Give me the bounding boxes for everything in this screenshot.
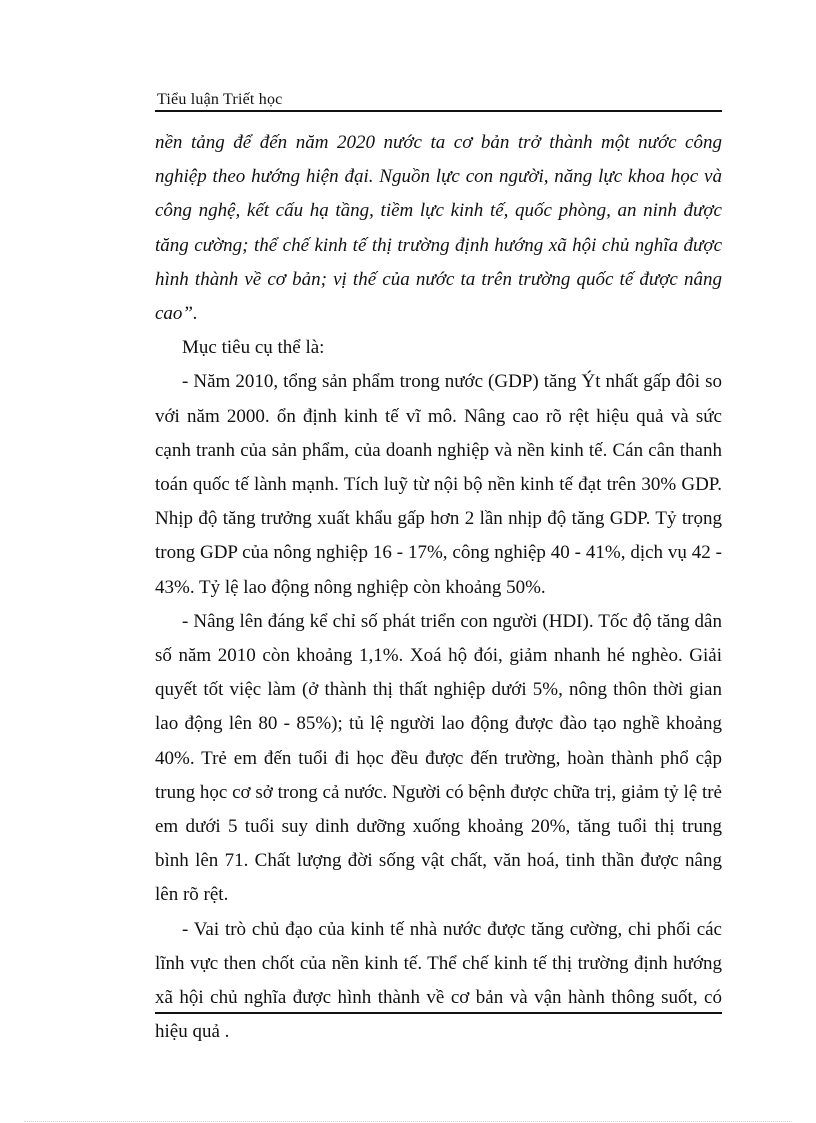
header-rule — [155, 110, 722, 112]
page-edge-dotted-line — [24, 1121, 792, 1122]
paragraph-economy: - Năm 2010, tổng sản phẩm trong nước (GDP) tăng Ýt nhất gấp đôi so với năm 2000. ổn định kinh tế vĩ mô. Nâng cao rõ rệt hiệu quả và sức cạnh tranh của sản phẩm, của doanh nghiệp và nền kinh tế. Cán cân thanh toán quốc tế lành mạnh. Tích luỹ từ nội bộ nền kinh tế đạt trên 30% GDP. Nhịp độ tăng trưởng xuất khẩu gấp hơn 2 lần nhịp độ tăng GDP. Tỷ trọng trong GDP của nông nghiệp 16 - 17%, công nghiệp 40 - 41%, dịch vụ 42 - 43%. Tỷ lệ lao động nông nghiệp còn khoảng 50%. — [155, 371, 722, 598]
footer-rule — [155, 1012, 722, 1014]
running-header-title: Tiểu luận Triết học — [157, 91, 283, 108]
paragraph-intro: Mục tiêu cụ thể là: — [182, 337, 325, 359]
paragraph-human-development: - Nâng lên đáng kể chỉ số phát triển con người (HDI). Tốc độ tăng dân số năm 2010 còn khoảng 1,1%. Xoá hộ đói, giảm nhanh hé nghèo. Giải quyết tốt việc làm (ở thành thị thất nghiệp dưới 5%, nông thôn thời gian lao động lên 80 - 85%); tủ lệ người lao động được đào tạo nghề khoảng 40%. Trẻ em đến tuổi đi học đều được đến trường, hoàn thành phổ cập trung học cơ sở trong cả nước. Người có bệnh được chữa trị, giảm tỷ lệ trẻ em dưới 5 tuổi suy dinh dưỡng xuống khoảng 20%, tăng tuổi thị trung bình lên 71. Chất lượng đời sống vật chất, văn hoá, tinh thần được nâng lên rõ rệt. — [155, 610, 722, 906]
body-text — [155, 126, 722, 1049]
paragraph-state-economy: - Vai trò chủ đạo của kinh tế nhà nước được tăng cường, chi phối các lĩnh vực then chốt của nền kinh tế. Thể chế kinh tế thị trường định hướng xã hội chủ nghĩa được hình thành về cơ bản và vận hành thông suốt, có hiệu quả . — [155, 918, 722, 1043]
quote-paragraph: nền tảng để đến năm 2020 nước ta cơ bản trở thành một nước công nghiệp theo hướng hiện đại. Nguồn lực con người, năng lực khoa học và công nghệ, kết cấu hạ tầng, tiềm lực kinh tế, quốc phòng, an ninh được tăng cường; thể chế kinh tế thị trường định hướng xã hội chủ nghĩa được hình thành về cơ bản; vị thế của nước ta trên trường quốc tế được nâng cao”. — [155, 132, 722, 325]
